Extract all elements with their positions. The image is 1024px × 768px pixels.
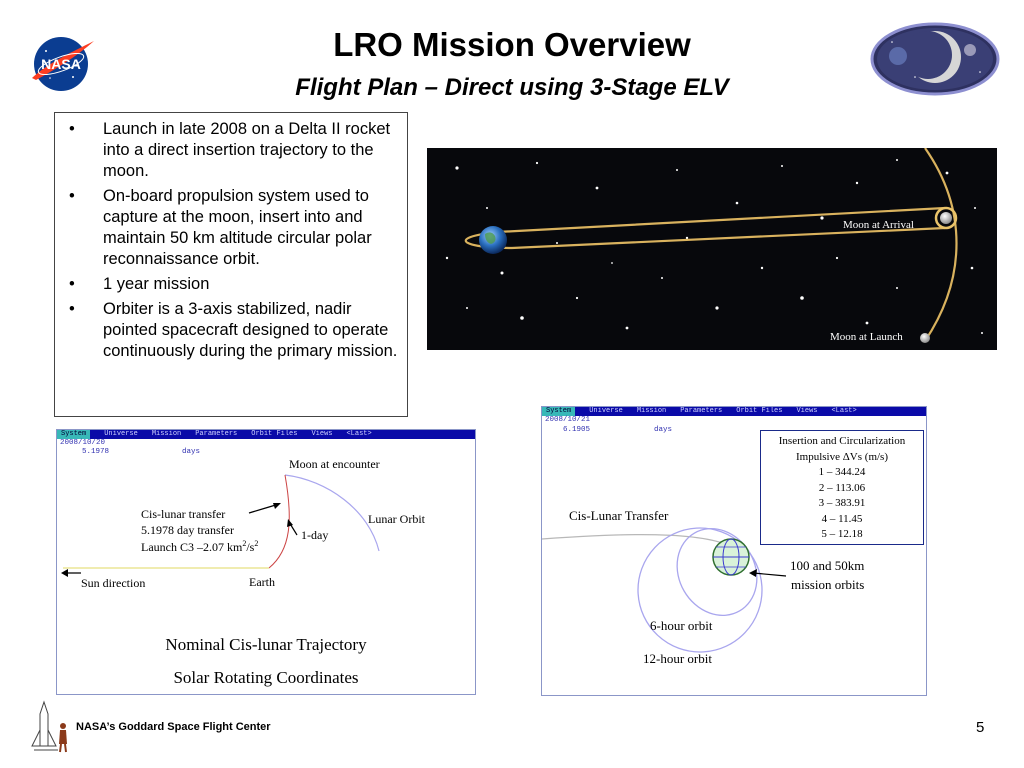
trajectory-space-image: [427, 148, 997, 350]
bullet-symbol: •: [69, 275, 75, 293]
menu-orbit-files[interactable]: Orbit Files: [251, 430, 298, 438]
moon-encounter-label: Moon at encounter: [289, 457, 380, 471]
sim-days-value: 6.1905: [563, 426, 591, 434]
one-day-label: 1-day: [301, 528, 329, 542]
bullet-item: [63, 299, 399, 362]
sim-date: 2008/10/20: [60, 439, 106, 447]
moon-arrival-label: Moon at Arrival: [843, 219, 914, 231]
caption-trajectory: Nominal Cis-lunar Trajectory: [165, 635, 367, 654]
bullet-symbol: •: [69, 120, 75, 138]
lunar-orbit-arc: [285, 475, 379, 551]
cislunar-trajectory-panel: [56, 429, 476, 695]
delta-v-title-1: Insertion and Circularization: [778, 435, 906, 447]
delta-v-item: 2 – 113.06: [818, 481, 866, 494]
sim-days-value: 5.1978: [82, 448, 110, 456]
menu-views[interactable]: Views: [311, 430, 333, 438]
goddard-center-name: NASA’s Goddard Space Flight Center: [76, 721, 271, 733]
goddard-logo: [28, 700, 74, 754]
delta-v-item: 1 – 344.24: [818, 466, 866, 478]
moon-orbit-path: [925, 148, 957, 341]
transfer-label-1: Cis-lunar transfer: [141, 507, 226, 521]
bullet-item: [63, 186, 399, 270]
transfer-label-2: 5.1978 day transfer: [141, 523, 234, 537]
moon-launch-label: Moon at Launch: [830, 331, 903, 343]
lunar-orbit-label: Lunar Orbit: [368, 512, 425, 526]
delta-v-item: 4 – 11.45: [821, 512, 863, 525]
delta-v-item: 3 – 383.91: [818, 497, 866, 509]
cislunar-transfer-path: [542, 535, 732, 547]
moon-launch-icon: [920, 333, 930, 343]
bullet-item: [63, 119, 399, 182]
bullet-item: [63, 274, 399, 295]
lunar-capture-panel: [541, 406, 927, 696]
bullet-text: Orbiter is a 3-axis stabilized, nadir pointed spacecraft designed to operate continuously during the primary mission.: [103, 300, 398, 360]
sim-date: 2008/10/21: [545, 416, 591, 424]
six-hour-orbit-label: 6-hour orbit: [650, 618, 713, 633]
slide-subtitle: Flight Plan – Direct using 3-Stage ELV: [295, 74, 729, 101]
menu-parameters[interactable]: Parameters: [195, 430, 238, 438]
menu-last[interactable]: <Last>: [346, 430, 372, 438]
mission-orbits-arrow: [753, 573, 786, 576]
moon-arrival-icon: [940, 212, 952, 224]
menu-universe[interactable]: Universe: [104, 430, 138, 438]
launch-c3-label: Launch C3 –2.07 $km^2/s^2$: [141, 539, 259, 554]
bullet-list-box: [54, 112, 408, 417]
menu-universe[interactable]: Universe: [589, 407, 623, 415]
menu-last[interactable]: <Last>: [831, 407, 857, 415]
bullet-text: 1 year mission: [103, 275, 210, 293]
menu-parameters[interactable]: Parameters: [680, 407, 723, 415]
bullet-symbol: •: [69, 300, 75, 318]
bullet-text: Launch in late 2008 on a Delta II rocket into a direct insertion trajectory to the moon.: [103, 120, 391, 180]
cislunar-transfer-arc: [269, 475, 289, 568]
earth-label: Earth: [249, 575, 275, 589]
menu-system[interactable]: System: [542, 407, 575, 416]
page-number: 5: [976, 719, 985, 736]
delta-v-box: [760, 430, 924, 545]
twelve-hour-orbit-label: 12-hour orbit: [643, 651, 712, 666]
nasa-logo-text: NASA: [41, 56, 81, 72]
menu-views[interactable]: Views: [796, 407, 818, 415]
menu-orbit-files[interactable]: Orbit Files: [736, 407, 783, 415]
mission-orbits-label-1: 100 and 50km: [790, 558, 865, 573]
sim-days-label: days: [182, 448, 201, 456]
cis-lunar-transfer-label: Cis-Lunar Transfer: [569, 508, 669, 523]
slide-title: LRO Mission Overview: [333, 26, 691, 63]
menu-mission[interactable]: Mission: [636, 407, 667, 415]
twelve-hour-orbit: [618, 508, 783, 673]
menu-system[interactable]: System: [57, 430, 90, 439]
caption-coordinates: Solar Rotating Coordinates: [173, 668, 359, 687]
mission-orbits-label-2: mission orbits: [791, 577, 865, 592]
sim-days-label: days: [654, 426, 673, 434]
sun-direction-label: Sun direction: [81, 576, 146, 590]
delta-v-title-2: Impulsive ΔVs (m/s): [795, 450, 888, 463]
delta-v-item: 5 – 12.18: [821, 528, 863, 540]
menu-mission[interactable]: Mission: [151, 430, 182, 438]
bullet-text: On-board propulsion system used to capture at the moon, insert into and maintain 50 km altitude circular polar reconnaissance orbit.: [103, 187, 372, 268]
bullet-symbol: •: [69, 187, 75, 205]
